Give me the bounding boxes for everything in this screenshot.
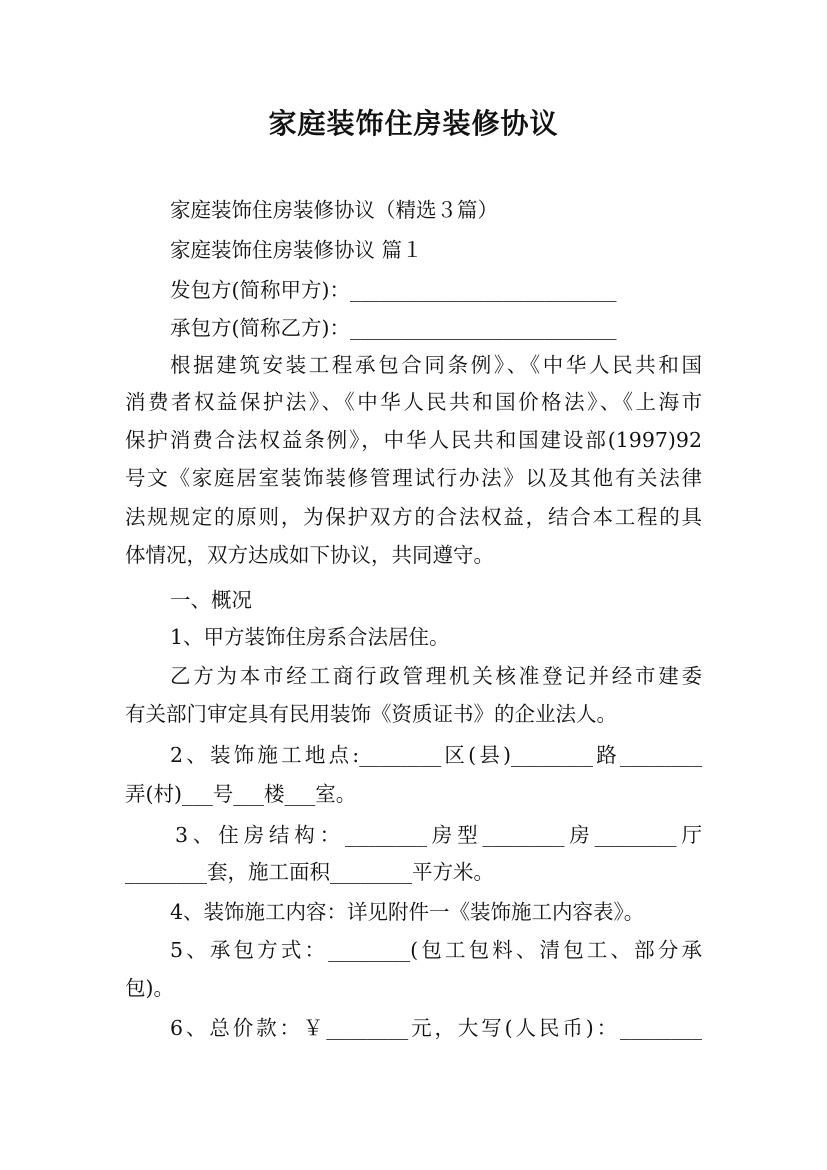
item-4: 4、装饰施工内容：详见附件一《装饰施工内容表》。: [170, 900, 645, 924]
intro-line-4: 号文《家庭居室装饰装修管理试行办法》以及其他有关法律: [125, 466, 702, 490]
intro-line-1: 根据建筑安装工程承包合同条例》、《中华人民共和国: [170, 353, 702, 377]
party-b-line: 承包方(简称乙方)：__________________________: [170, 316, 617, 340]
item-2-line-2: 弄(村)___号___楼___室。: [125, 782, 357, 806]
item-5-line-1: 5、承包方式：________(包工包料、清包工、部分承: [170, 938, 702, 962]
item-2-line-1: 2、装饰施工地点:________区(县)________路________: [170, 743, 702, 767]
item-3-line-2: ________套，施工面积________平方米。: [125, 860, 494, 884]
item-3-line-1: 3、住房结构：________房型________房________厅: [175, 823, 702, 847]
part-heading: 家庭装饰住房装修协议 篇１: [170, 238, 423, 262]
intro-line-2: 消费者权益保护法》、《中华人民共和国价格法》、《上海市: [125, 390, 702, 414]
party-a-line: 发包方(简称甲方)：__________________________: [170, 278, 617, 302]
intro-line-6: 体情况，双方达成如下协议，共同遵守。: [125, 543, 494, 567]
item-1: 1、甲方装饰住房系合法居住。: [170, 625, 450, 649]
section-one-heading: 一、概况: [170, 588, 252, 612]
item-1-detail-line-2: 有关部门审定具有民用装饰《资质证书》的企业法人。: [125, 702, 617, 726]
intro-line-5: 法规规定的原则，为保护双方的合法权益，结合本工程的具: [125, 505, 702, 529]
intro-line-3: 保护消费合法权益条例》，中华人民共和国建设部(1997)92: [125, 428, 702, 452]
item-1-detail-line-1: 乙方为本市经工商行政管理机关核准登记并经市建委: [170, 664, 702, 688]
item-5-line-2: 包)。: [125, 976, 174, 1000]
subtitle: 家庭装饰住房装修协议（精选３篇）: [170, 198, 498, 222]
item-6: 6、总价款：￥________元，大写(人民币)：________: [170, 1016, 702, 1040]
document-title: 家庭装饰住房装修协议: [268, 107, 559, 140]
